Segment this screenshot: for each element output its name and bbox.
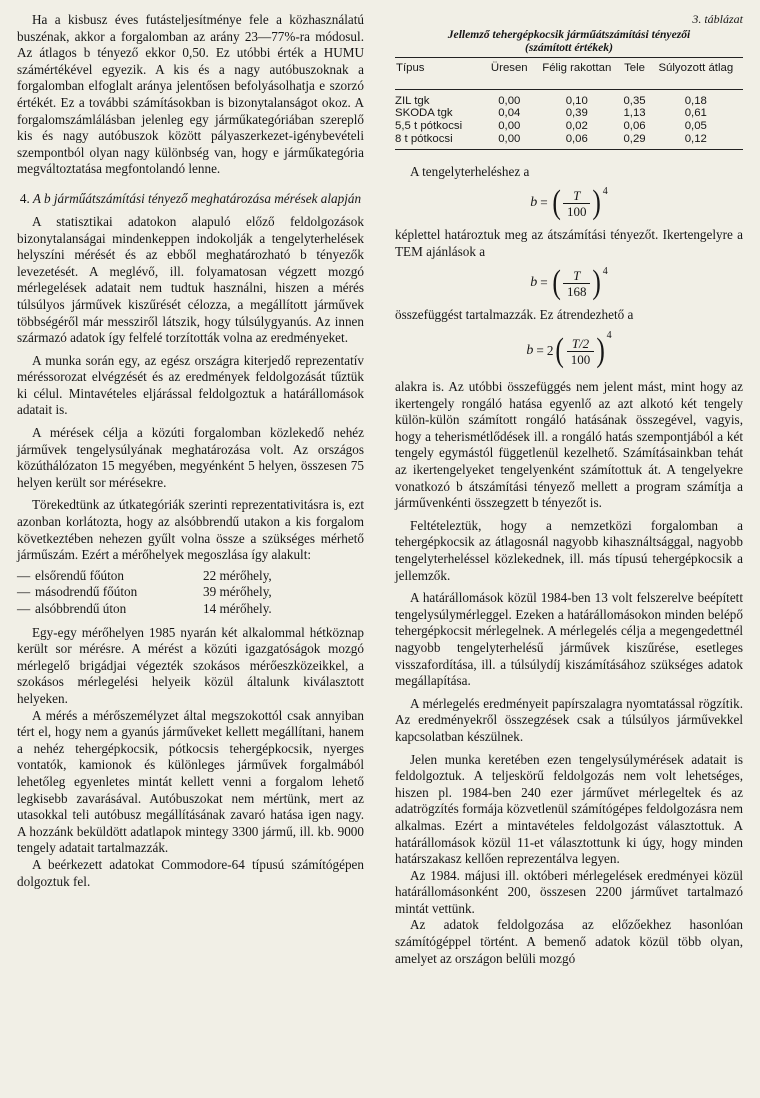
paragraph: összefüggést tartalmazzák. Ez átrendezhető a [395, 307, 634, 323]
paren-right: ) [592, 264, 602, 302]
data-table-block [395, 12, 743, 150]
left-column [17, 12, 364, 890]
table-row [395, 133, 743, 149]
paren-right: ) [592, 184, 602, 222]
paragraph: A határállomások közül 1984-ben 13 volt felszerelve beépített tengelysúlymérleggel. Ezeken a határállomásokon minden belépő tehergépkocsit mérlegelnek. A mérlegelés célja a megengedettnél nagyobb tengelyterhelésű járművek kiszűrése, esetleges visszafordítása, ill. a túlsúlydíj kiszámításához szükséges adatok megállapítása. [395, 590, 743, 689]
site-count: 39 mérőhely, [203, 584, 272, 600]
fraction [563, 268, 591, 299]
column-header: Tele [620, 58, 648, 90]
road-category: elsőrendű főúton [35, 567, 124, 583]
formula-lhs: b [526, 342, 534, 358]
list-item [17, 584, 364, 601]
road-category: alsóbbrendű úton [35, 601, 127, 616]
equals-sign: = [540, 194, 548, 210]
section-number: 4. [19, 190, 30, 206]
table-cell: 0,02 [565, 120, 588, 133]
paragraph: Az adatok feldolgozása az előzőekhez hasonlóan számítógéppel történt. A bemenő adatok közül több olyan, amelyet az országon belüli mozgó [395, 917, 743, 966]
list-dash: — [17, 584, 31, 600]
table-cell: 0,04 [498, 107, 521, 120]
paragraph: A munka során egy, az egész országra kiterjedő reprezentatív méréssorozat elvégzését és az eredmények feldolgozását tűztük ki célul. Mintavételes eljárással feldolgoztuk a határállomások adatait is. [17, 352, 364, 418]
formula-lhs: b [530, 194, 538, 210]
numerator: T/2 [571, 335, 590, 351]
column-header: Üresen [485, 58, 533, 90]
equals-sign: = [540, 275, 548, 291]
table-cell: 0,05 [684, 120, 707, 133]
formula-tandem-axle [395, 263, 743, 303]
list-dash: — [17, 601, 31, 616]
table-cell: ZIL tgk [395, 94, 430, 107]
paragraph: A tengelyterheléshez a [410, 163, 530, 179]
table-cell: SKODA tgk [395, 107, 453, 120]
table-row [395, 120, 743, 133]
denominator: 100 [563, 203, 591, 219]
table-cell: 0,00 [485, 133, 533, 149]
coefficient: 2 [546, 342, 554, 358]
exponent: 4 [602, 266, 608, 278]
fraction [563, 188, 591, 219]
right-column [395, 12, 743, 967]
table-cell: 0,29 [620, 133, 648, 149]
table-row [395, 107, 743, 120]
table-title [395, 28, 743, 54]
equals-sign: = [536, 342, 544, 358]
paragraph: A statisztikai adatokon alapuló előző feldolgozások bizonytalanságai mindenkeppen indokolják a tengelyterhelések helyszíni mérését és az ebből meghatározható b tényezők levezetését. A meglévő, ill. folyamatosan végzett mozgó mérlegelések adatait nem tudtuk használni, hiszen a mérés túlsúlyos járművek kiszűrését célozza, a megállított járművek többségéről már messziről látszik, hogy túlsúlygyanús. Az innen származó adatok így felfelé torzították volna az eredményeket. [17, 213, 364, 346]
table-cell: 0,06 [533, 133, 620, 149]
denominator: 100 [567, 351, 595, 367]
table-row [395, 89, 743, 107]
table-number: 3. táblázat [692, 12, 743, 26]
column-header: Félig rakottan [533, 58, 620, 90]
table-cell: 0,06 [623, 120, 646, 133]
road-category: másodrendű főúton [35, 584, 138, 600]
paragraph: Az 1984. májusi ill. októberi mérlegelések eredményei közül határállomásonként 200, összesen 2200 járművet tartalmazó mintát vettünk. [395, 867, 743, 916]
site-count: 14 mérőhely. [203, 601, 272, 616]
formula-rearranged [395, 327, 743, 375]
list-item [17, 568, 364, 585]
paren-left: ( [555, 332, 565, 370]
paragraph: alakra is. Az utóbbi összefüggés nem jelent mást, mint hogy az ikertengely rongáló hatása egyenlő az azt alkotó két tengely külön-külön számított rongáló hatásának összegével, vagyis, hogy a teherismétlődések ill. a rongáló hatás szempontjából a két tengely egymástól függetlenül kezelhető. Számításainkban tehát az ikertengelyeket tengelyenként számítottuk át. A tengelyekre vonatkozó b átszámítási tényező mellett a program számítja a járművenkénti összegzett b tényezőt is. [395, 379, 743, 511]
denominator: 168 [563, 283, 591, 299]
table-cell: 0,18 [684, 94, 707, 107]
table-cell: 0,00 [498, 94, 521, 107]
paragraph: A mérés a mérőszemélyzet által megszokottól csak annyiban tért el, hogy nem a gyanús járműveket kellett megállítani, hanem a nehéz tehergépkocsik, pótkocsis tehergépkocsik, nyerges vontatók, kamionok és különleges járművek forgalmából lehetőleg egyenletes mintát kellett venni a forgalom lehető legkisebb zavarásával. Autóbuszokat nem mértünk, mert az utasokkal teli autóbusz megállításának zavaró hatása igen nagy. A hozzánk beküldött adatlapok mintegy 3300 jármű, ill. kb. 9000 tengely adatait tartalmazzák. [17, 707, 364, 856]
table-cell: 0,12 [649, 133, 743, 149]
fraction [567, 336, 595, 367]
paren-left: ( [552, 184, 561, 222]
exponent: 4 [606, 330, 612, 342]
measurement-site-list [17, 568, 364, 618]
paragraph: A beérkezett adatokat Commodore-64 típusú számítógépen dolgoztuk fel. [17, 856, 364, 889]
paragraph: képlettel határoztuk meg az átszámítási tényezőt. Ikertengelyre a TEM ajánlások a [395, 227, 743, 259]
paragraph: Jelen munka keretében ezen tengelysúlymérések adatait is feldolgoztuk. A teljeskörű feldolgozás nem volt lehetséges, hiszen pl. 1984-ben 240 ezer járművet mérlegeltek és az adatrögzítés formája közvetlenül számítógépes feldolgozásra nem alkalmas. Ezért a mintavételes feldolgozást választottuk. A határállomások közül 11-et választottunk ki úgy, hogy minden határszakasz kellően reprezentálva legyen. [395, 751, 743, 867]
site-count: 22 mérőhely, [203, 567, 272, 583]
column-header: Típus [395, 58, 485, 90]
conversion-factor-table [395, 57, 743, 150]
table-cell: 0,39 [565, 107, 588, 120]
exponent: 4 [602, 186, 608, 198]
paren-right: ) [596, 332, 606, 370]
table-cell: 0,35 [623, 94, 646, 107]
list-item [17, 601, 364, 618]
paragraph: Törekedtünk az útkategóriák szerinti reprezentativitásra is, ezt azonban korlátozta, hogy az alsóbbrendű utakon a kis forgalom következtében nehezen gyűlt volna össze a szükséges mérhető járműszám. Ezért a mérőhelyek megoszlása így alakult: [17, 497, 364, 563]
table-cell: 0,61 [684, 107, 707, 120]
paragraph-intro: Ha a kisbusz éves futásteljesítménye fele a közhasználatú buszénak, akkor a forgalomban az arány 23—77%-ra módosul. Az átlagos b tényező ekkor 0,50. Ez utóbbi érték a HUMU számértékével egyezik. A kis és a nagy autóbuszoknak a forgalomban elfoglalt aránya jelentősen befolyásolhatja e szorzó értékét. Ez a további számításokban is bizonytalanságot okoz. A forgalomszámlálásban jelenleg egy járműkategóriában szereplő kis és nagy autóbuszok között pályaszerkezet-igénybevételi szempontból olyan nagy különbség van, hogy e járműkategória megváltoztatása megfontolandó lenne. [17, 12, 364, 177]
table-cell: 0,10 [565, 94, 588, 107]
paragraph: A mérések célja a közúti forgalomban közlekedő nehéz járművek tengelysúlyának meghatározása volt. Az országos közúthálózaton 15 megyében, megyénként 5 helyen, összesen 75 helyen került sor mérésekre. [17, 425, 364, 490]
table-subtitle: (számított értékek) [525, 41, 613, 54]
paragraph: A mérlegelés eredményeit papírszalagra nyomtatással rögzítik. Az eredményekről összegzések csak a túlsúlyos járművekkel kapcsolatban készülnek. [395, 695, 743, 744]
formula-single-axle [395, 183, 743, 223]
table-cell: 0,00 [498, 120, 521, 133]
table-cell: 5,5 t pótkocsi [395, 120, 463, 133]
numerator: T [573, 187, 581, 203]
formula-lhs: b [530, 275, 538, 291]
paragraph: Feltételeztük, hogy a nemzetközi forgalomban a tehergépkocsik az átlagosnál nagyobb kihasználtsággal, nagyobb tengelyterheléssel közlekednek, ill. más típusú tehergépkocsik a jellemzők. [395, 517, 743, 583]
section-title: A b járműátszámítási tényező meghatározása mérések alapján [32, 190, 362, 206]
column-header: Súlyozott átlag [649, 58, 743, 90]
paragraph: Egy-egy mérőhelyen 1985 nyarán két alkalommal hétköznap került sor mérésre. A mérést a közúti igazgatóságok mozgó mérlegelő brigádjai végezték szokásos mérőeszközeikkel, a szokásos mérlegelési helyeik közül általunk kiválasztott helyeken. [17, 624, 364, 706]
table-cell: 1,13 [623, 107, 646, 120]
list-dash: — [17, 567, 31, 583]
table-cell: 8 t pótkocsi [395, 133, 485, 149]
section-heading [17, 191, 364, 207]
table-title-line: Jellemző tehergépkocsik járműátszámítási tényezői [447, 28, 691, 41]
paren-left: ( [552, 264, 561, 302]
numerator: T [573, 267, 581, 283]
